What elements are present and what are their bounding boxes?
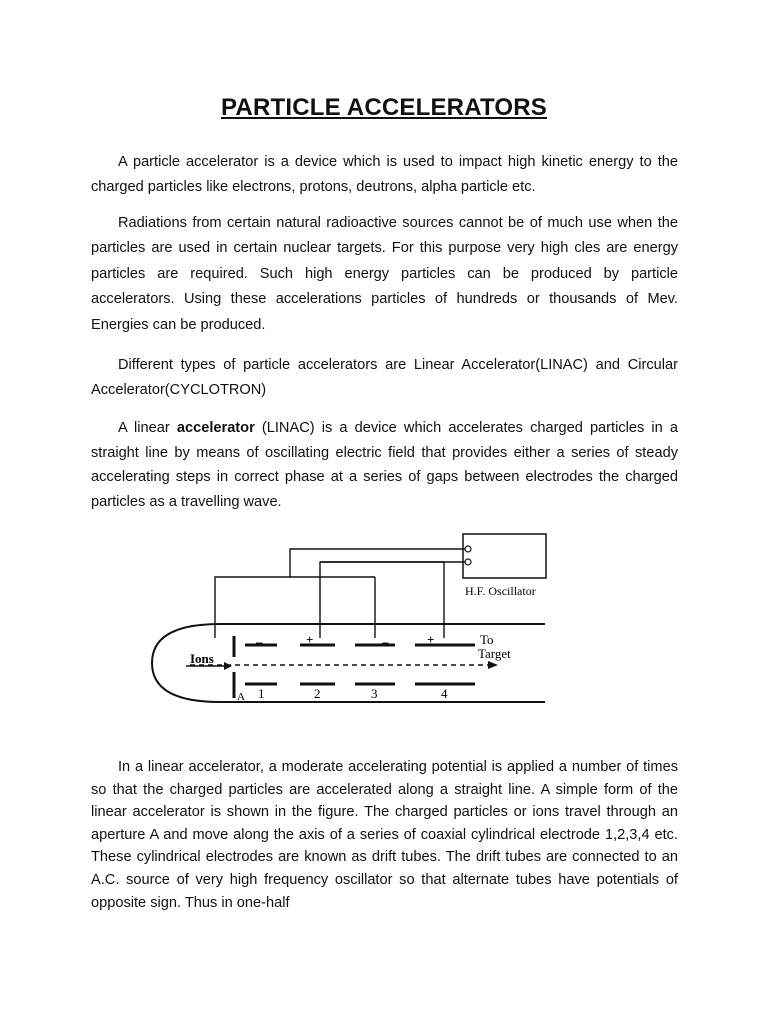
linac-text-after: (LINAC) is a device which accelerates charged particles in a straight line by means of oscillating electric field that provides either a series of steady accelerating steps in correct phase at a series of gaps between electrodes the charged particles as a travelling wave. xyxy=(91,420,679,510)
linac-diagram xyxy=(70,520,686,748)
paragraph-intro: A particle accelerator is a device which is used to impact high kinetic energy to the charged particles like electrons, protons, deutrons, alpha particle etc. xyxy=(91,154,678,195)
paragraph-radiation: Radiations from certain natural radioactive sources cannot be of much use when the particles are used in certain nuclear targets. For this purpose very high cles are energy particles are required. Such high energy particles can be produced by particle accelerators. Using these accelerations particles of hundreds or thousands of Mev. Energies can be produced. xyxy=(91,215,678,333)
linac-bold-term: accelerator xyxy=(176,420,255,436)
tube-4-number: 4 xyxy=(441,686,448,701)
tube-1-sign: – xyxy=(256,634,263,649)
target-label-line1: To xyxy=(480,632,494,647)
tube-2-number: 2 xyxy=(314,686,321,701)
aperture-label: A xyxy=(237,691,245,703)
paragraph-types: Different types of particle accelerators are Linear Accelerator(LINAC) and Circular Accelerator(CYCLOTRON) xyxy=(91,357,678,398)
tube-4-sign: + xyxy=(427,632,435,647)
ions-arrowhead xyxy=(224,662,232,670)
oscillator-box xyxy=(463,534,546,578)
target-label-line2: Target xyxy=(478,646,511,661)
tube-3-sign: – xyxy=(382,634,389,649)
tube-1-number: 1 xyxy=(258,686,265,701)
oscillator-terminal-bottom xyxy=(465,559,471,565)
linac-text-before: A linear xyxy=(118,420,177,436)
oscillator-label: H.F. Oscillator xyxy=(465,584,536,598)
beam-arrowhead xyxy=(488,661,498,669)
tube-3-number: 3 xyxy=(371,686,378,701)
tube-2-sign: + xyxy=(306,632,314,647)
ions-label: Ions xyxy=(190,651,214,666)
oscillator-terminal-top xyxy=(465,546,471,552)
paragraph-linac-definition xyxy=(91,416,678,514)
wire-even-tubes xyxy=(320,562,465,638)
page-title: PARTICLE ACCELERATORS xyxy=(221,94,547,121)
paragraph-linac-explanation: In a linear accelerator, a moderate accelerating potential is applied a number of times so that the charged particles are accelerated along a straight line. A simple form of the linear accelerator is shown in the figure. The charged particles or ions travel through an aperture A and move along the axis of a series of coaxial cylindrical electrode 1,2,3,4 etc. These cylindrical electrodes are known as drift tubes. The drift tubes are connected to an A.C. source of very high frequency oscillator so that alternate tubes have potentials of opposite sign. Thus in one-half xyxy=(91,759,678,911)
